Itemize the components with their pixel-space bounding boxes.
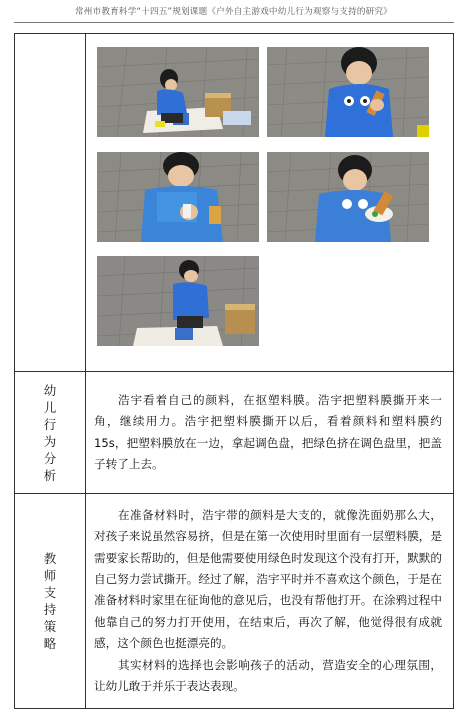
label-char: 师 bbox=[43, 568, 57, 584]
label-char: 为 bbox=[43, 433, 57, 449]
header-divider bbox=[14, 22, 454, 23]
photo-child-holding-paint-tube bbox=[97, 152, 259, 242]
label-char: 分 bbox=[43, 450, 57, 466]
label-char: 行 bbox=[43, 416, 57, 432]
label-char: 析 bbox=[43, 467, 57, 483]
behavior-analysis-content bbox=[86, 372, 454, 494]
photos-row bbox=[15, 34, 454, 372]
observation-table bbox=[14, 33, 454, 709]
label-char: 略 bbox=[43, 636, 57, 652]
teacher-support-content bbox=[86, 494, 454, 709]
teacher-support-paragraph-1: 在准备材料时，浩宇带的颜料是大支的，就像洗面奶那么大，对孩子来说虽然容易挤，但是在第一次使用时里面有一层塑料膜，是需要家长帮助的，但是他需要使用绿色时发现这个没有打开，默默的自己努力尝试撕开。经过了解，浩宇平时并不喜欢这个颜色，于是在准备材料时家里在征询他的意见后，也没有帮他打开。在涂鸦过程中他靠自己的努力打开使用，在结束后，再次了解，他觉得很有成就感，这个颜色也挺漂亮的。 bbox=[94, 507, 442, 651]
teacher-support-row bbox=[15, 494, 454, 709]
teacher-support-paragraph-2: 其实材料的选择也会影响孩子的活动，营造安全的心理氛围，让幼儿敢于并乐于表达表现。 bbox=[94, 657, 442, 694]
label-char: 持 bbox=[43, 602, 57, 618]
label-char: 教 bbox=[43, 551, 57, 567]
photos-cell bbox=[86, 34, 454, 372]
photos-label-cell bbox=[15, 34, 86, 372]
behavior-analysis-label bbox=[15, 372, 86, 494]
photo-child-with-palette bbox=[267, 152, 429, 242]
photo-child-kneeling-with-paint bbox=[97, 47, 259, 137]
page-header-title: 常州市教育科学“十四五”规划课题《户外自主游戏中幼儿行为观察与支持的研究》 bbox=[74, 7, 393, 17]
label-char: 策 bbox=[43, 619, 57, 635]
photo-child-squatting-with-box bbox=[97, 256, 259, 346]
label-char: 儿 bbox=[43, 399, 57, 415]
behavior-analysis-text: 浩宇看着自己的颜料，在抠塑料膜。浩宇把塑料膜撕开来一角，继续用力。浩宇把塑料膜撕开以后，看着颜料和塑料膜约 15s，把塑料膜放在一边，拿起调色盘，把绿色挤在调色盘里，把盖子转了上去。 bbox=[94, 392, 442, 472]
photo-child-peeling-film bbox=[267, 47, 429, 137]
teacher-support-label bbox=[15, 494, 86, 709]
behavior-analysis-row bbox=[15, 372, 454, 494]
label-char: 支 bbox=[43, 585, 57, 601]
label-char: 幼 bbox=[43, 382, 57, 398]
